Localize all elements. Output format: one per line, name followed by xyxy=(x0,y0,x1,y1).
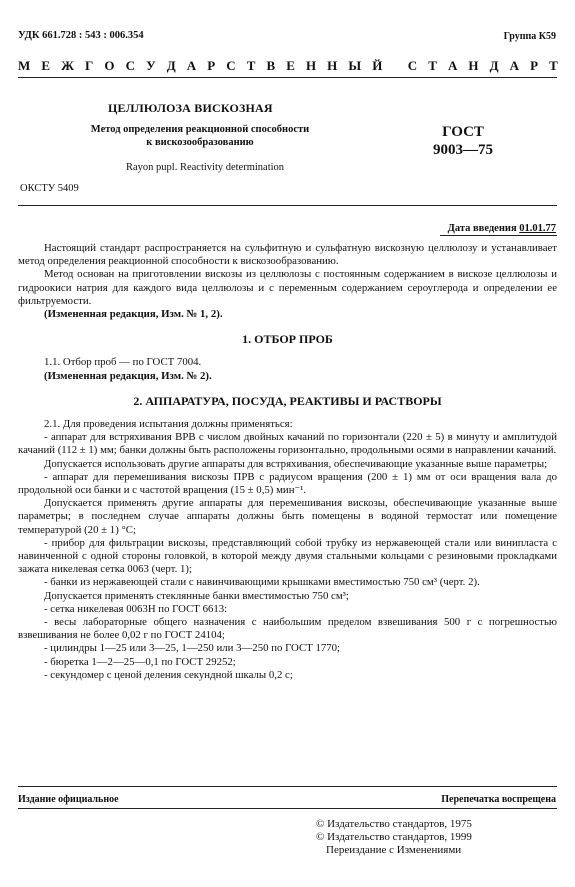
banner-letter: Т xyxy=(549,58,558,73)
document-subtitle xyxy=(80,123,320,149)
section-2-heading: 2. АППАРАТУРА, ПОСУДА, РЕАКТИВЫ И РАСТВОРЫ xyxy=(133,393,442,408)
section-1-heading: 1. ОТБОР ПРОБ xyxy=(242,332,333,347)
group-code: Группа К59 xyxy=(503,31,556,42)
banner-letter: Д xyxy=(489,58,499,73)
paragraph: Настоящий стандарт распространяется на сульфитную и сульфатную вискозную целлюлозу и устанавливает метод определения реакционной способности к вискозообразованию. xyxy=(18,242,557,268)
banner-letter: У xyxy=(146,58,156,73)
standard-banner xyxy=(18,58,558,74)
banner-letter: В xyxy=(266,58,276,73)
banner-letter xyxy=(393,58,396,74)
copyright-1999: © Издательство стандартов, 1999 xyxy=(316,831,472,843)
banner-letter: Н xyxy=(468,58,479,73)
paragraph: Допускается применять стеклянные банки вместимостью 750 см³; xyxy=(44,589,349,602)
banner-letter: С xyxy=(125,58,135,73)
reprint-prohibited-label: Перепечатка воспрещена xyxy=(441,794,556,805)
english-title: Rayon pupl. Reactivity determination xyxy=(126,162,285,173)
banner-letter: Р xyxy=(530,58,539,73)
banner-letter: Н xyxy=(327,58,338,73)
list-item: - бюретка 1—2—25—0,1 по ГОСТ 29252; xyxy=(44,655,236,668)
paragraph: 1.1. Отбор проб — по ГОСТ 7004. xyxy=(44,356,202,369)
banner-letter: Й xyxy=(372,58,383,73)
banner-letter: Е xyxy=(286,58,295,73)
document-title: ЦЕЛЛЮЛОЗА ВИСКОЗНАЯ xyxy=(108,101,273,115)
paragraph: 2.1. Для проведения испытания должны применяться: xyxy=(44,418,293,431)
list-item: - сетка никелевая 0063Н по ГОСТ 6613: xyxy=(44,602,228,615)
introduction-date xyxy=(448,223,556,234)
gost-number: 9003—75 xyxy=(433,142,493,158)
banner-letter: Ы xyxy=(348,58,362,73)
banner-letter: О xyxy=(104,58,115,73)
subtitle-line-2: к вискозообразованию xyxy=(146,137,254,148)
banner-letter: С xyxy=(407,58,418,73)
date-divider xyxy=(440,235,557,236)
list-item: - прибор для фильтрации вискозы, представляющий собой трубку из нержавеющей стали или винипласта с навинченной с одной стороны головкой, в которой между двумя стальными кольцами с резиновыми прокладками зажата никелевая сетка 0063 (черт. 1); xyxy=(18,536,557,576)
banner-letter: Р xyxy=(207,58,216,73)
banner-letter: Ж xyxy=(61,58,74,73)
footer-divider xyxy=(18,786,557,787)
paragraph: Допускается применять другие аппараты для перемешивания вискозы, обеспечивающие указанные выше параметры; в последнем случае аппараты должны быть помещены в водяной термостат или помещение температурой (20 ± 1) °С; xyxy=(18,497,557,536)
list-item: - секундомер с ценой деления секундной шкалы 0,2 с; xyxy=(44,668,293,681)
udk-code: УДК 661.728 : 543 : 006.354 xyxy=(18,30,144,41)
amendment-note: (Измененная редакция, Изм. № 1, 2). xyxy=(44,308,223,321)
list-item: - весы лабораторные общего назначения с наибольшим пределом взвешивания 500 г с погрешностью взвешивания не более 0,02 г по ГОСТ 24104; xyxy=(18,616,557,642)
list-item: - цилиндры 1—25 или 3—25, 1—250 или 3—250 по ГОСТ 1770; xyxy=(44,642,341,655)
banner-letter: С xyxy=(226,58,236,73)
banner-letter: Н xyxy=(305,58,317,73)
banner-letter: А xyxy=(447,58,458,73)
gost-designation xyxy=(418,123,508,159)
header-divider xyxy=(18,77,557,78)
banner-letter: М xyxy=(18,58,31,73)
banner-letter: Т xyxy=(246,58,256,73)
okstu-code: ОКСТУ 5409 xyxy=(20,183,79,194)
intro-date-label: Дата введения xyxy=(447,223,520,234)
list-item: - аппарат для встряхивания ВРВ с числом двойных качаний по горизонтали (220 ± 5) в минуту и амплитудой качаний (112 ± 1) мм; банки должны быть расположены горизонтально, продольными осями в направлении качаний. xyxy=(18,431,557,457)
paragraph: Метод основан на приготовлении вискозы из целлюлозы с постоянным содержанием в вискозе целлюлозы и гидроокиси натрия для каждого вида целлюлозы и с переменным содержанием сероуглерода и определении ее фильтруемости. xyxy=(18,268,557,307)
subtitle-line-1: Метод определения реакционной способности xyxy=(90,124,310,135)
banner-letter: Т xyxy=(428,58,437,73)
banner-letter: А xyxy=(509,58,520,73)
footer-bottom-divider xyxy=(18,808,557,809)
paragraph: Допускается использовать другие аппараты для встряхивания, обеспечивающие указанные выше параметры; xyxy=(44,457,548,470)
list-item: - аппарат для перемешивания вискозы ПРВ с радиусом вращения (200 ± 1) мм от оси вращения вала до продольной оси банки и с частотой вращения (15 ± 0,5) мин⁻¹. xyxy=(18,470,557,497)
banner-letter: Д xyxy=(166,58,176,73)
reissue-note: Переиздание с Изменениями xyxy=(326,844,462,856)
amendment-note: (Измененная редакция, Изм. № 2). xyxy=(44,369,212,382)
list-item: - банки из нержавеющей стали с навинчивающими крышками вместимостью 750 см³ (черт. 2). xyxy=(44,576,480,589)
gost-label: ГОСТ xyxy=(442,124,484,140)
title-divider xyxy=(18,205,557,206)
banner-letter: Г xyxy=(85,58,94,73)
banner-letter: Е xyxy=(41,58,51,73)
intro-date-value: 01.01.77 xyxy=(519,223,556,234)
document-body xyxy=(18,242,557,682)
banner-letter: А xyxy=(186,58,197,73)
official-edition-label: Издание официальное xyxy=(18,794,119,805)
copyright-1975: © Издательство стандартов, 1975 xyxy=(316,818,472,830)
